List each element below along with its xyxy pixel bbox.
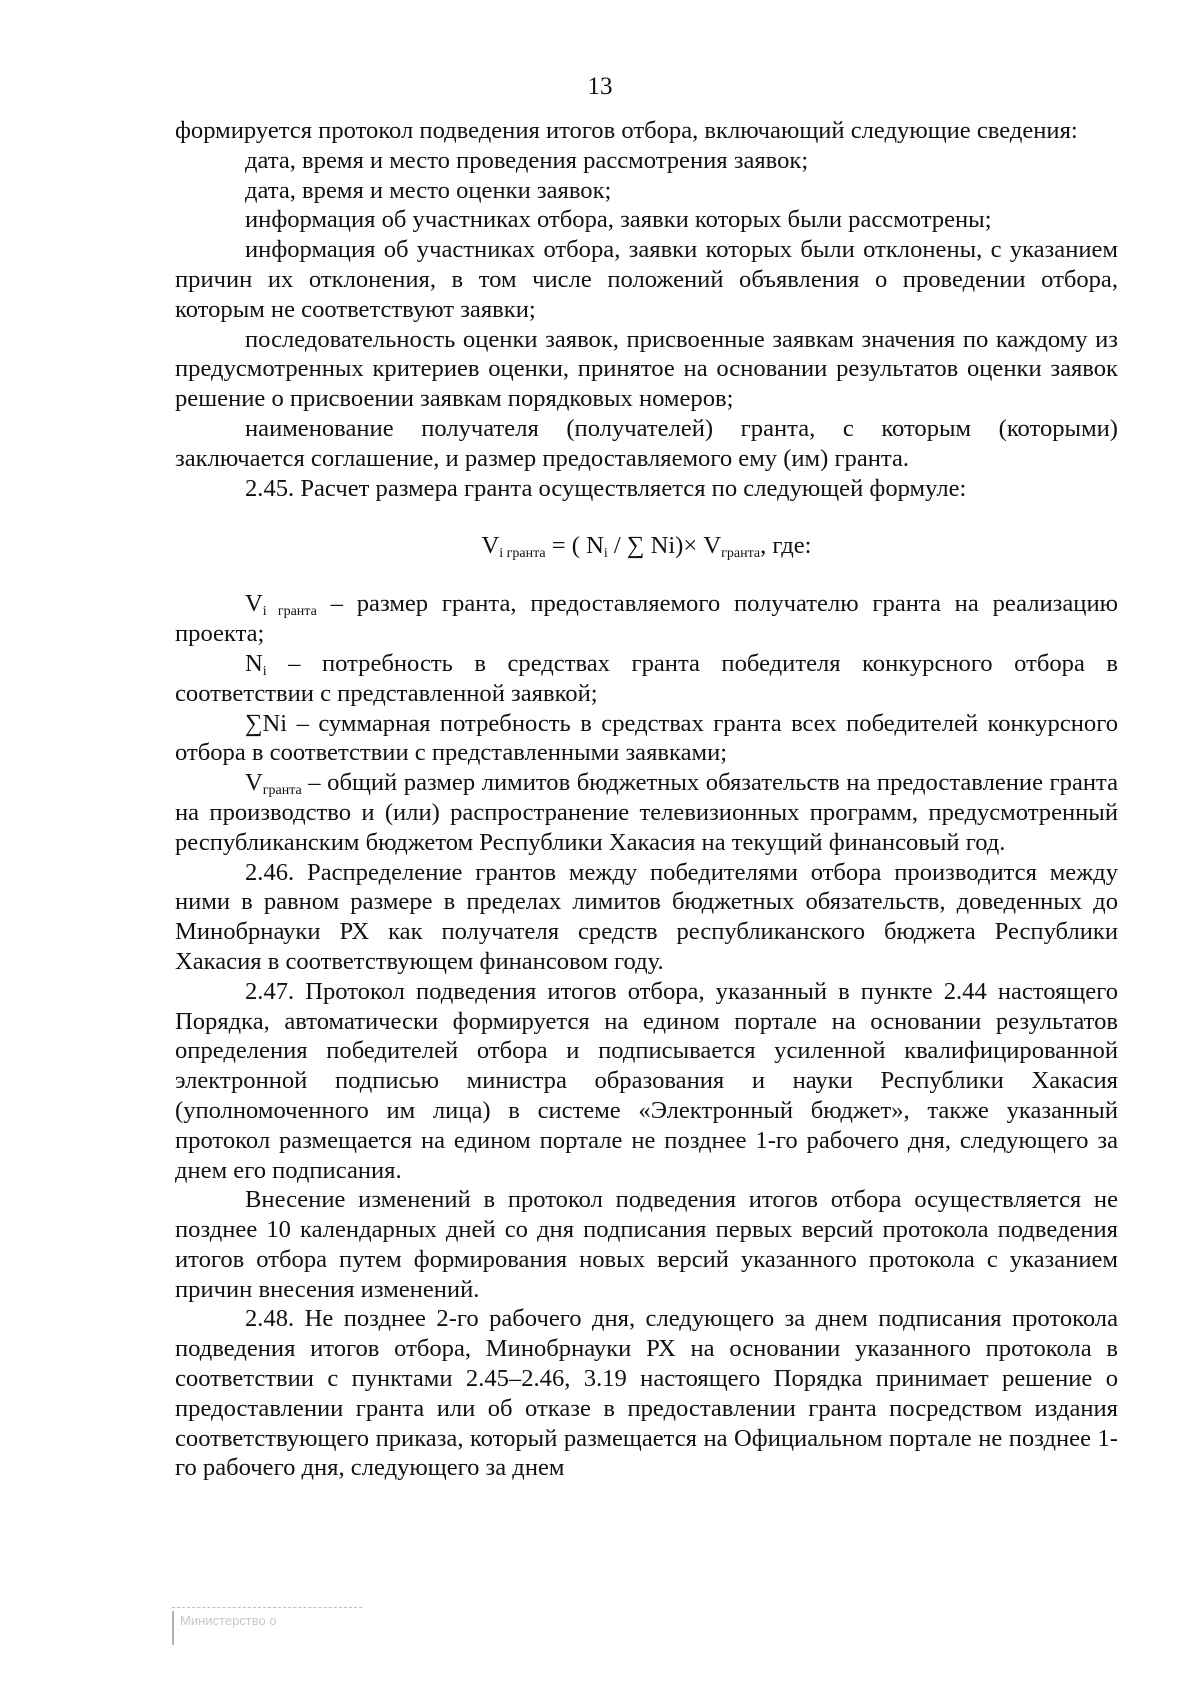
paragraph-2-46: 2.46. Распределение грантов между победителями отбора производится между ними в равном размере в пределах лимитов бюджетных обязательств, доведенных до Минобрнауки РХ как получателя средств республиканского бюджета Республики Хакасия в соответствующем финансовом году. xyxy=(175,858,1118,975)
list-item-assessment-sequence: последовательность оценки заявок, присвоенные заявкам значения по каждому из предусмотренных критериев оценки, принятое на основании результатов оценки заявок решение о присвоении заявкам порядковых номеров; xyxy=(175,325,1118,413)
definition-ni-text: – потребность в средствах гранта победителя конкурсного отбора в соответствии с представленной заявкой; xyxy=(175,649,1118,707)
definition-vgrant-symbol: V xyxy=(245,769,263,797)
paragraph-protocol-changes: Внесение изменений в протокол подведения итогов отбора осуществляется не позднее 10 календарных дней со дня подписания первых версий протокола подведения итогов отбора путем формирования новых версий указанного протокола с указанием причин внесения изменений. xyxy=(175,1186,1118,1303)
definition-sum-ni: ∑Ni – суммарная потребность в средствах гранта всех победителей конкурсного отбора в соответствии с представленными заявками; xyxy=(175,709,1118,767)
definition-vi xyxy=(175,589,1118,649)
stamp-dashed-rule xyxy=(172,1607,362,1608)
document-body xyxy=(175,116,1118,1483)
definition-ni xyxy=(175,649,1118,709)
paragraph-intro: формируется протокол подведения итогов отбора, включающий следующие сведения: xyxy=(175,117,1078,144)
stamp-left-bar xyxy=(172,1611,174,1645)
faded-stamp xyxy=(172,1607,382,1649)
paragraph-2-48: 2.48. Не позднее 2-го рабочего дня, следующего за днем подписания протокола подведения итогов отбора, Минобрнауки РХ на основании указанного протокола в соответствии с пунктами 2.45–2.46, 3.19 настоящего Порядка принимает решение о предоставлении гранта или об отказе в предоставлении гранта посредством издания соответствующего приказа, который размещается на Официальном портале не позднее 1-го рабочего дня, следующего за днем xyxy=(175,1305,1118,1482)
formula-n-subscript: i xyxy=(603,546,608,562)
definition-vgrant-subscript: гранта xyxy=(262,783,302,799)
list-item-rejected-participants: информация об участниках отбора, заявки которых были отклонены, с указанием причин их отклонения, в том числе положений объявления о проведении отбора, которым не соответствуют заявки; xyxy=(175,236,1118,323)
list-item-review-date: дата, время и место проведения рассмотрения заявок; xyxy=(245,146,809,174)
formula-middle: / ∑ Ni)× V xyxy=(607,532,722,560)
formula-vgrant-subscript: гранта xyxy=(721,546,761,562)
definition-ni-subscript: i xyxy=(262,663,267,679)
formula-tail: , где: xyxy=(760,532,812,560)
formula-equals: = ( N xyxy=(545,532,604,560)
definition-vi-symbol: V xyxy=(245,590,263,618)
formula-v-subscript: i гранта xyxy=(499,546,546,562)
stamp-text: Министерство о xyxy=(180,1613,277,1628)
formula-v: V xyxy=(481,532,500,560)
paragraph-2-47: 2.47. Протокол подведения итогов отбора, указанный в пункте 2.44 настоящего Порядка, автоматически формируется на едином портале на основании результатов определения победителей отбора и подписывается усиленной квалифицированной электронной подписью министра образования и науки Республики Хакасия (уполномоченного им лица) в системе «Электронный бюджет», также указанный протокол размещается на едином портале не позднее 1-го рабочего дня, следующего за днем его подписания. xyxy=(175,977,1118,1184)
definition-vi-subscript: i гранта xyxy=(262,604,317,620)
definition-vi-text: – размер гранта, предоставляемого получателю гранта на реализацию проекта; xyxy=(175,590,1118,648)
definition-vgrant-text: – общий размер лимитов бюджетных обязательств на предоставление гранта на производство и (или) распространение телевизионных программ, предусмотренный республиканским бюджетом Республики Хакасия на текущий финансовый год. xyxy=(175,769,1118,856)
list-item-grant-recipient: наименование получателя (получателей) гранта, с которым (которыми) заключается соглашение, и размер предоставляемого ему (им) гранта. xyxy=(175,414,1118,472)
definition-vgrant xyxy=(175,768,1118,857)
page-number: 13 xyxy=(587,73,613,100)
list-item-assessment-date: дата, время и место оценки заявок; xyxy=(245,176,612,204)
grant-formula xyxy=(175,531,1118,561)
list-item-reviewed-participants: информация об участниках отбора, заявки которых были рассмотрены; xyxy=(245,206,992,234)
definition-ni-symbol: N xyxy=(245,649,263,677)
paragraph-2-45: 2.45. Расчет размера гранта осуществляется по следующей формуле: xyxy=(245,474,967,502)
